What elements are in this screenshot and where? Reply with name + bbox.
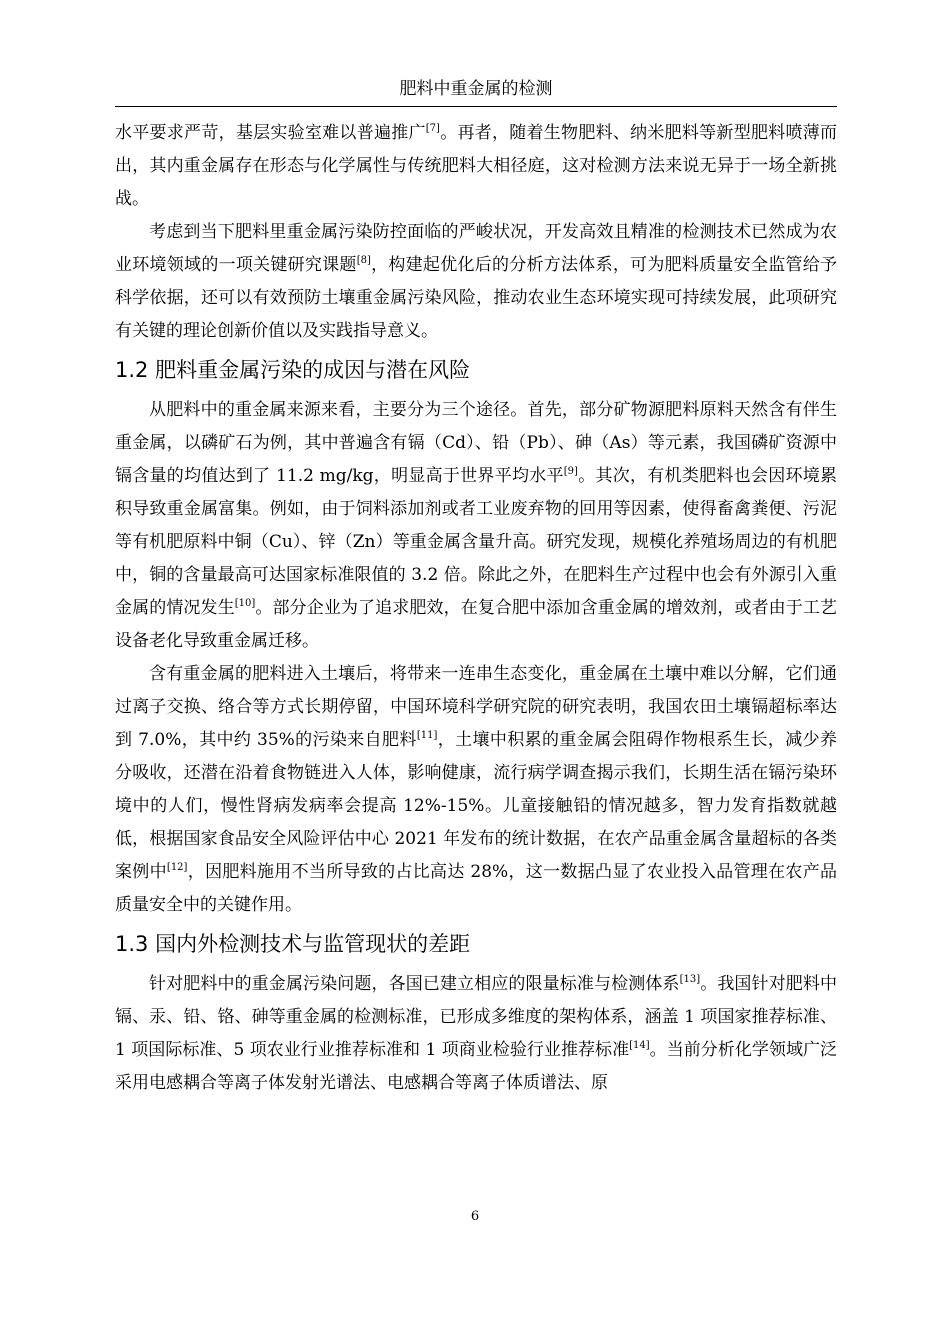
page-number: 6 — [470, 1209, 480, 1224]
section-heading-1-3: 1.3 国内外检测技术与监管现状的差距 — [115, 932, 471, 956]
paragraph-significance: 考虑到当下肥料里重金属污染防控面临的严峻状况，开发高效且精准的检测技术已然成为农业环境领域的一项关键研究课题[8]，构建起优化后的分析方法体系，可为肥料质量安全监管给予科学依据，还可以有效预防土壤重金属污染风险，推动农业生态环境实现可持续发展，此项研究有关键的理论创新价值以及实践指导意义。 — [115, 222, 838, 341]
section-heading-1-2: 1.2 肥料重金属污染的成因与潜在风险 — [115, 358, 471, 382]
running-header — [115, 77, 837, 107]
citation-ref: [14] — [629, 1040, 650, 1051]
paragraph-risks: 含有重金属的肥料进入土壤后，将带来一连串生态变化，重金属在土壤中难以分解，它们通过离子交换、络合等方式长期停留，中国环境科学研究院的研究表明，我国农田土壤镉超标率达到 7.0%，其中约 35%的污染来自肥料[11]，土壤中积累的重金属会阻碍作物根系生长，减少养分吸收，还潜在沿着食物链进入人体，影响健康，流行病学调查揭示我们，长期生活在镉污染环境中的人们，慢性肾病发病率会提高 12%-15%。儿童接触铅的情况越多，智力发育指数就越低，根据国家食品安全风险评估中心 2021 年发布的统计数据，在农产品重金属含量超标的各类案例中[12]，因肥料施用不当所导致的占比高达 28%，这一数据凸显了农业投入品管理在农产品质量安全中的关键作用。 — [115, 664, 838, 915]
page-body — [115, 117, 837, 1100]
citation-ref: [9] — [563, 466, 578, 477]
citation-ref: [10] — [234, 598, 256, 609]
paragraph-standards: 针对肥料中的重金属污染问题，各国已建立相应的限量标准与检测体系[13]。我国针对肥料中镉、汞、铅、铬、砷等重金属的检测标准，已形成多维度的架构体系，涵盖 1 项国家推荐标准、1 项国际标准、5 项农业行业推荐标准和 1 项商业检验行业推荐标准[14]。当前分析化学领域广泛采用电感耦合等离子体发射光谱法、电感耦合等离子体质谱法、原 — [115, 974, 838, 1093]
citation-ref: [11] — [416, 730, 438, 741]
citation-ref: [7] — [425, 123, 440, 134]
citation-ref: [13] — [679, 974, 701, 985]
citation-ref: [8] — [356, 255, 371, 266]
paragraph-sources: 从肥料中的重金属来源来看，主要分为三个途径。首先，部分矿物源肥料原料天然含有伴生重金属，以磷矿石为例，其中普遍含有镉（Cd）、铅（Pb）、砷（As）等元素，我国磷矿资源中镉含量的均值达到了 11.2 mg/kg，明显高于世界平均水平[9]。其次，有机类肥料也会因环境累积导致重金属富集。例如，由于饲料添加剂或者工业废弃物的回用等因素，使得畜禽粪便、污泥等有机肥原料中铜（Cu）、锌（Zn）等重金属含量升高。研究发现，规模化养殖场周边的有机肥中，铜的含量最高可达国家标准限值的 3.2 倍。除此之外，在肥料生产过程中也会有外源引入重金属的情况发生[10]。部分企业为了追求肥效，在复合肥中添加含重金属的增效剂，或者由于工艺设备老化导致重金属迁移。 — [115, 400, 838, 651]
running-header-title: 肥料中重金属的检测 — [399, 79, 553, 99]
paragraph-continuation: 水平要求严苛，基层实验室难以普遍推广[7]。再者，随着生物肥料、纳米肥料等新型肥料喷薄而出，其内重金属存在形态与化学属性与传统肥料大相径庭，这对检测方法来说无异于一场全新挑战。 — [115, 123, 838, 209]
citation-ref: [12] — [166, 862, 188, 873]
